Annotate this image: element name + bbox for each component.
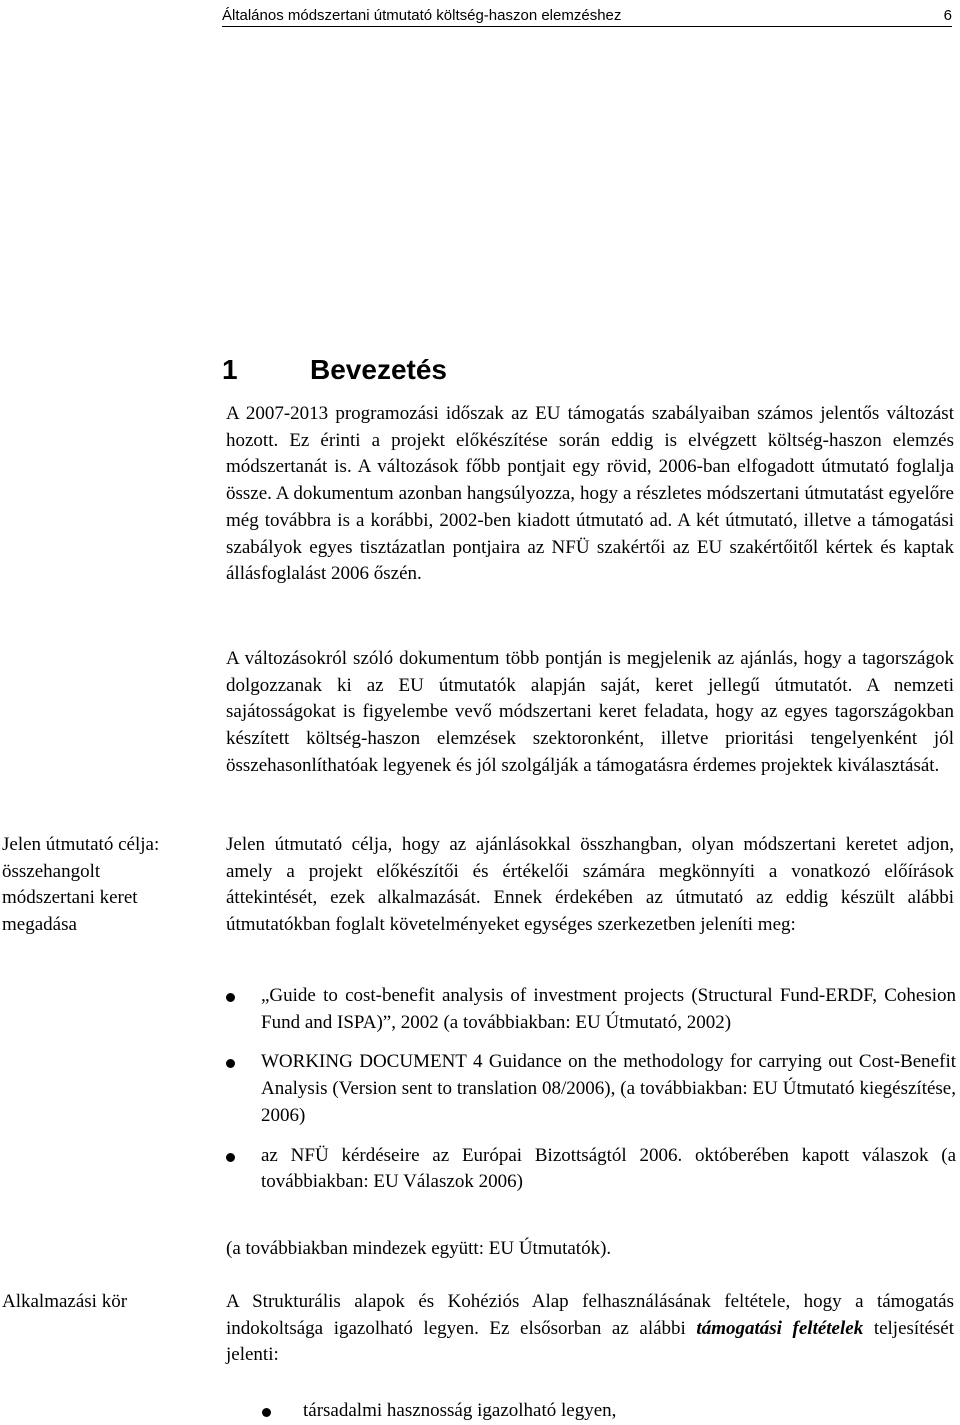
conditions-list: [262, 1398, 952, 1425]
section-title: Bevezetés: [310, 354, 447, 385]
purpose-paragraph: Jelen útmutató célja, hogy az ajánlásokkal összhangban, olyan módszertani keretet adjon, amely a projekt előkészítői és értékelői számára megkönnyíti a vonatkozó előírások áttekintését, ezek alkalmazását. Ennek érdekében az útmutató az eddig készült alábbi útmutatókban foglalt követelményeket egységes szerkezetben jeleníti meg:: [226, 834, 954, 936]
list-item: [262, 1398, 952, 1425]
section-number: 1: [222, 354, 238, 385]
scope-text-after: teljesítését jelenti:: [226, 1317, 955, 1366]
scope-paragraph: [226, 1289, 954, 1369]
condition-text: társadalmi hasznosság igazolható legyen,: [303, 1400, 617, 1421]
reference-list: [226, 983, 956, 1196]
recommendation-paragraph: A változásokról szóló dokumentum több pontján is megjelenik az ajánlás, hogy a tagországok dolgozzanak ki az EU útmutatók alapján saját, keret jellegű útmutatót. A nemzeti sajátosságokat is figyelembe vevő módszertani keret feladata, hogy az egyes tagországokban készített költség-haszon elemzések szektoronként, illetve prioritási tengelyenként jól összehasonlíthatóak legyenek és jól szolgálják a támogatásra érdemes projektek kiválasztását.: [226, 648, 954, 776]
margin-note-scope: Alkalmazási kör: [2, 1291, 128, 1312]
scope-text-before: A Strukturális alapok és Kohéziós Alap felhasználásának feltétele, hogy a támogatás indokoltsága igazolható legyen. Ez elsősorban az alábbi: [226, 1291, 954, 1339]
list-item: [226, 1049, 956, 1129]
bullet-icon: [226, 993, 235, 1002]
reference-text: az NFÜ kérdéseire az Európai Bizottságtól 2006. októberében kapott válaszok (a továbbiakban: EU Válaszok 2006): [261, 1144, 956, 1193]
bullet-icon: [262, 1408, 271, 1417]
section-heading: [222, 350, 447, 390]
page-number: 6: [943, 7, 952, 24]
margin-note-purpose: Jelen útmutató célja: összehangolt módszertani keret megadása: [2, 834, 160, 936]
references-summary: (a továbbiakban mindezek együtt: EU Útmutatók).: [226, 1238, 612, 1259]
page-header: [222, 4, 952, 27]
list-item: [226, 983, 956, 1036]
list-item: [226, 1143, 956, 1196]
document-title: Általános módszertani útmutató költség-haszon elemzéshez: [222, 7, 622, 24]
intro-paragraph: A 2007-2013 programozási időszak az EU támogatás szabályaiban számos jelentős változást hozott. Ez érinti a projekt előkészítése során eddig is elvégzett költség-haszon elemzés módszertanát is. A változások főbb pontjait egy rövid, 2006-ban elfogadott útmutató foglalja össze. A dokumentum azonban hangsúlyozza, hogy a részletes módszertani útmutatást egyelőre még továbbra is a korábbi, 2002-ben kiadott útmutató ad. A két útmutató, illetve a támogatási szabályok egyes tisztázatlan pontjaira az NFÜ szakértői az EU szakértőitől kértek és kaptak állásfoglalást 2006 őszén.: [226, 403, 954, 585]
scope-emphasis: támogatási feltételek: [696, 1317, 864, 1339]
reference-text: „Guide to cost-benefit analysis of investment projects (Structural Fund-ERDF, Cohesion Fund and ISPA)”, 2002 (a továbbiakban: EU Útmutató, 2002): [261, 985, 956, 1033]
bullet-icon: [226, 1059, 235, 1068]
bullet-icon: [226, 1153, 235, 1162]
reference-text: WORKING DOCUMENT 4 Guidance on the methodology for carrying out Cost-Benefit Analysis (Version sent to translation 08/2006), (a továbbiakban: EU Útmutató kiegészítése, 2006): [261, 1051, 956, 1126]
